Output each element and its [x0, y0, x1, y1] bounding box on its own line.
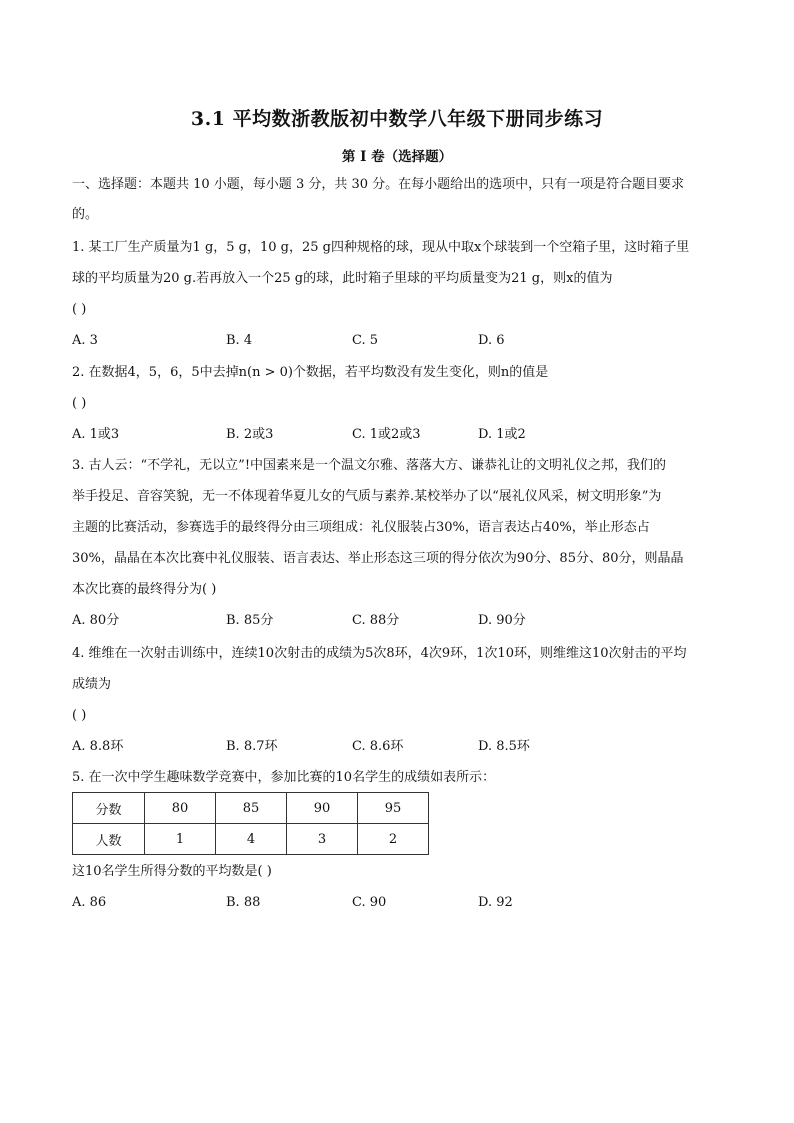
table-cell: 4: [216, 824, 287, 855]
page-title: 3.1 平均数浙教版初中数学八年级下册同步练习: [190, 108, 604, 130]
q4-option-a[interactable]: A. 8.8环: [72, 739, 124, 754]
q5-option-b[interactable]: B. 88: [226, 895, 261, 910]
table-row: [73, 824, 429, 855]
q3-text-line-4: 30%，晶晶在本次比赛中礼仪服装、语言表达、举止形态这三项的得分依次为90分、85分、80分，则晶晶: [72, 551, 684, 566]
q3-text-line-1: 3. 古人云：“不学礼，无以立”!中国素来是一个温文尔雅、落落大方、谦恭礼让的文明礼仪之邦，我们的: [72, 458, 667, 473]
q5-option-d[interactable]: D. 92: [478, 895, 513, 910]
section-heading: 第 I 卷（选择题）: [341, 149, 453, 165]
q1-text-line-2: 球的平均质量为20 g.若再放入一个25 g的球，此时箱子里球的平均质量变为21 g，则x的值为: [72, 271, 613, 286]
q5-option-a[interactable]: A. 86: [72, 895, 107, 910]
q1-option-b[interactable]: B. 4: [226, 333, 253, 348]
q4-text-line-2: 成绩为: [72, 677, 112, 692]
q4-option-b[interactable]: B. 8.7环: [226, 739, 278, 754]
q4-text-line-1: 4. 维维在一次射击训练中，连续10次射击的成绩为5次8环，4次9环，1次10环，则维维这10次射击的平均: [72, 646, 687, 661]
q3-option-a[interactable]: A. 80分: [72, 613, 120, 628]
q3-option-c[interactable]: C. 88分: [352, 613, 400, 628]
q1-answer-blank: ( ): [72, 302, 87, 317]
q3-option-b[interactable]: B. 85分: [226, 613, 274, 628]
table-cell: 80: [145, 793, 216, 824]
q3-text-line-5: 本次比赛的最终得分为( ): [72, 582, 217, 597]
score-table: [72, 792, 429, 855]
q1-text-line-1: 1. 某工厂生产质量为1 g，5 g，10 g，25 g四种规格的球，现从中取x个球装到一个空箱子里，这时箱子里: [72, 240, 690, 255]
section-intro-line-1: 一、选择题：本题共 10 小题，每小题 3 分，共 30 分。在每小题给出的选项中，只有一项是符合题目要求: [72, 177, 685, 192]
q2-option-b[interactable]: B. 2或3: [226, 427, 274, 442]
table-cell: 人数: [73, 824, 145, 855]
q3-text-line-3: 主题的比赛活动，参赛选手的最终得分由三项组成：礼仪服装占30%，语言表达占40%，举止形态占: [72, 520, 650, 535]
q2-option-d[interactable]: D. 1或2: [478, 427, 526, 442]
table-cell: 2: [358, 824, 429, 855]
q1-option-c[interactable]: C. 5: [352, 333, 379, 348]
section-intro-line-2: 的。: [72, 207, 99, 222]
q5-text-line-2: 这10名学生所得分数的平均数是( ): [72, 864, 272, 879]
table-cell: 95: [358, 793, 429, 824]
q1-option-a[interactable]: A. 3: [72, 333, 98, 348]
q4-answer-blank: ( ): [72, 708, 87, 723]
q3-text-line-2: 举手投足、音容笑貌，无一不体现着华夏儿女的气质与素养.某校举办了以“展礼仪风采，树文明形象”为: [72, 489, 662, 504]
q1-option-d[interactable]: D. 6: [478, 333, 505, 348]
q2-option-c[interactable]: C. 1或2或3: [352, 427, 421, 442]
table-cell: 1: [145, 824, 216, 855]
q4-option-c[interactable]: C. 8.6环: [352, 739, 404, 754]
q2-text-line-1: 2. 在数据4，5，6，5中去掉n(n > 0)个数据，若平均数没有发生变化，则n的值是: [72, 365, 549, 380]
table-cell: 90: [287, 793, 358, 824]
q5-option-c[interactable]: C. 90: [352, 895, 387, 910]
q3-option-d[interactable]: D. 90分: [478, 613, 526, 628]
q5-text-line-1: 5. 在一次中学生趣味数学竞赛中，参加比赛的10名学生的成绩如表所示：: [72, 770, 496, 785]
table-row: [73, 793, 429, 824]
q2-answer-blank: ( ): [72, 396, 87, 411]
q4-option-d[interactable]: D. 8.5环: [478, 739, 530, 754]
table-cell: 分数: [73, 793, 145, 824]
table-cell: 85: [216, 793, 287, 824]
table-cell: 3: [287, 824, 358, 855]
q2-option-a[interactable]: A. 1或3: [72, 427, 120, 442]
